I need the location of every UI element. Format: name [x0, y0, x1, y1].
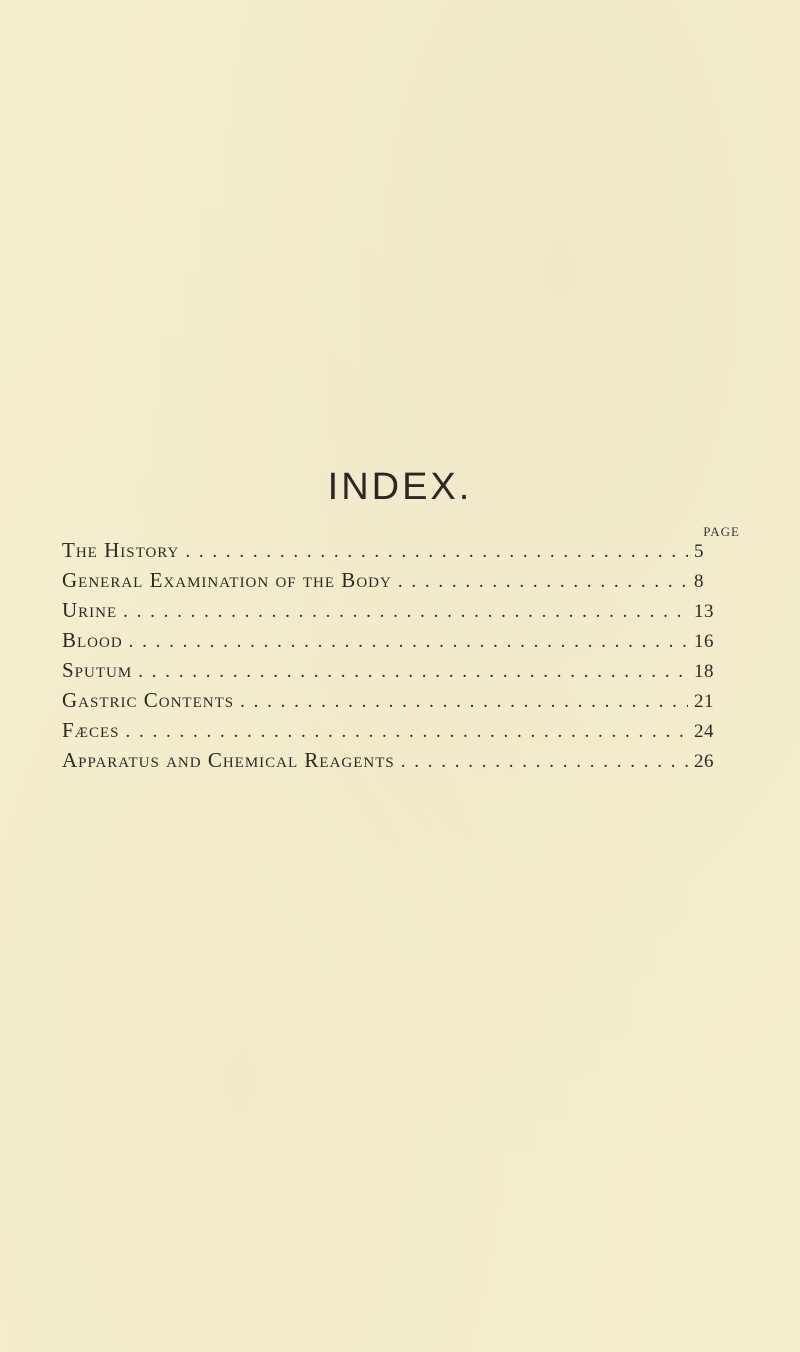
toc-entry-label: Sputum	[62, 658, 133, 682]
toc-entry-page: 13	[694, 601, 714, 622]
toc-entry-page: 18	[694, 661, 714, 682]
dot-leader	[240, 691, 688, 713]
table-of-contents	[62, 538, 720, 778]
toc-entry	[62, 658, 720, 688]
toc-entry	[62, 688, 720, 718]
toc-entry-label: Gastric Contents	[62, 688, 235, 712]
dot-leader	[138, 661, 688, 683]
dot-leader	[126, 721, 688, 743]
toc-entry	[62, 598, 720, 628]
toc-entry-label: The History	[62, 538, 180, 562]
dot-leader	[123, 601, 688, 623]
toc-entry	[62, 538, 720, 568]
toc-entry-label: General Examination of the Body	[62, 568, 392, 592]
toc-entry-page: 8	[694, 571, 704, 592]
dot-leader	[185, 541, 688, 563]
toc-entry-page: 21	[694, 691, 714, 712]
toc-entry-page: 16	[694, 631, 714, 652]
toc-entry	[62, 718, 720, 748]
toc-entry-label: Urine	[62, 598, 118, 622]
toc-entry	[62, 748, 720, 778]
toc-entry-page: 26	[694, 751, 714, 772]
toc-entry-page: 24	[694, 721, 714, 742]
toc-entry-label: Blood	[62, 628, 123, 652]
toc-entry-label: Apparatus and Chemical Reagents	[62, 748, 395, 772]
page-column-heading: PAGE	[703, 524, 740, 539]
dot-leader	[129, 631, 688, 653]
toc-entry-page: 5	[694, 541, 704, 562]
dot-leader	[401, 751, 688, 773]
toc-entry-label: Fæces	[62, 718, 120, 742]
dot-leader	[398, 571, 688, 593]
index-title: INDEX.	[327, 466, 473, 508]
toc-entry	[62, 628, 720, 658]
toc-entry	[62, 568, 720, 598]
